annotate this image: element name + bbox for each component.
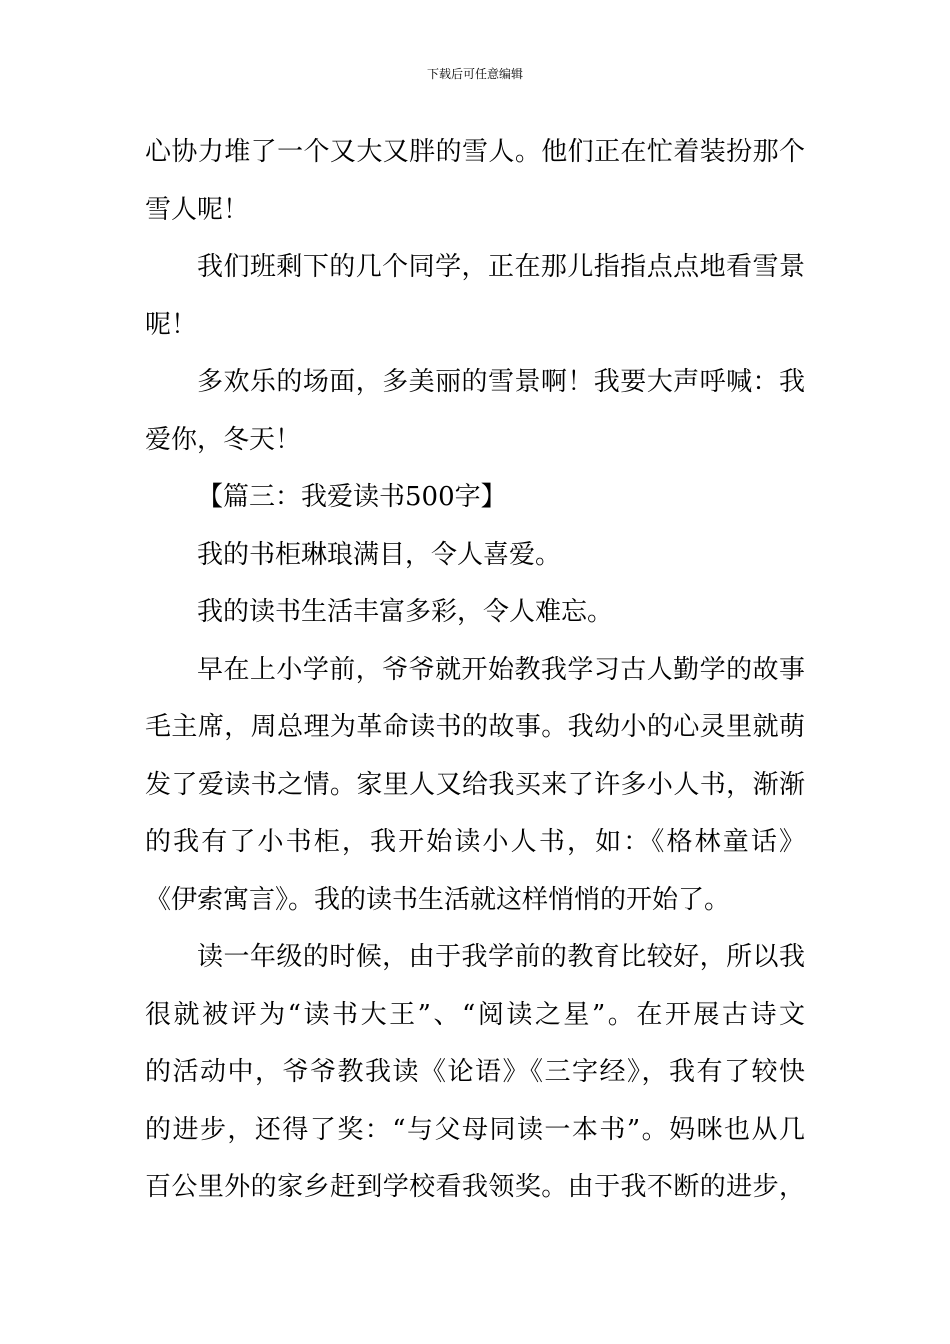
text-line: 我的读书生活丰富多彩，令人难忘。 [197,597,614,627]
text-line: 雪人呢！ [145,194,250,225]
text-line: 我们班剩下的几个同学，正在那儿指指点点地看雪景 [197,252,805,282]
text-line: 爱你，冬天！ [145,424,302,455]
text-line: 多欢乐的场面，多美丽的雪景啊！我要大声呼喊：我 [197,367,805,397]
text-line: 发了爱读书之情。家里人又给我买来了许多小人书，渐渐 [145,769,805,800]
section-title: 【篇三：我爱读书500字】 [197,482,507,512]
text-line: 的进步，还得了奖：“与父母同读一本书”。妈咪也从几 [145,1114,805,1145]
text-line: 心协力堆了一个又大又胖的雪人。他们正在忙着装扮那个 [145,137,805,167]
text-line: 我的书柜琳琅满目，令人喜爱。 [197,539,562,570]
body-text [145,124,805,1217]
text-line: 的我有了小书柜，我开始读小人书，如：《格林童话》 [145,827,805,857]
text-line: 很就被评为“读书大王”、“阅读之星”。在开展古诗文 [145,999,805,1030]
text-line: 百公里外的家乡赶到学校看我领奖。由于我不断的进步， [145,1172,805,1202]
text-line: 《伊索寓言》。我的读书生活就这样悄悄的开始了。 [145,884,731,915]
page-header: 下载后可任意编辑 [426,67,523,81]
text-line: 的活动中，爷爷教我读《论语》《三字经》，我有了较快 [145,1057,805,1087]
text-line: 读一年级的时候，由于我学前的教育比较好，所以我 [197,942,805,972]
text-line: 呢！ [145,309,198,340]
text-line: 毛主席，周总理为革命读书的故事。我幼小的心灵里就萌 [145,712,805,742]
text-line: 早在上小学前，爷爷就开始教我学习古人勤学的故事 [197,654,805,685]
